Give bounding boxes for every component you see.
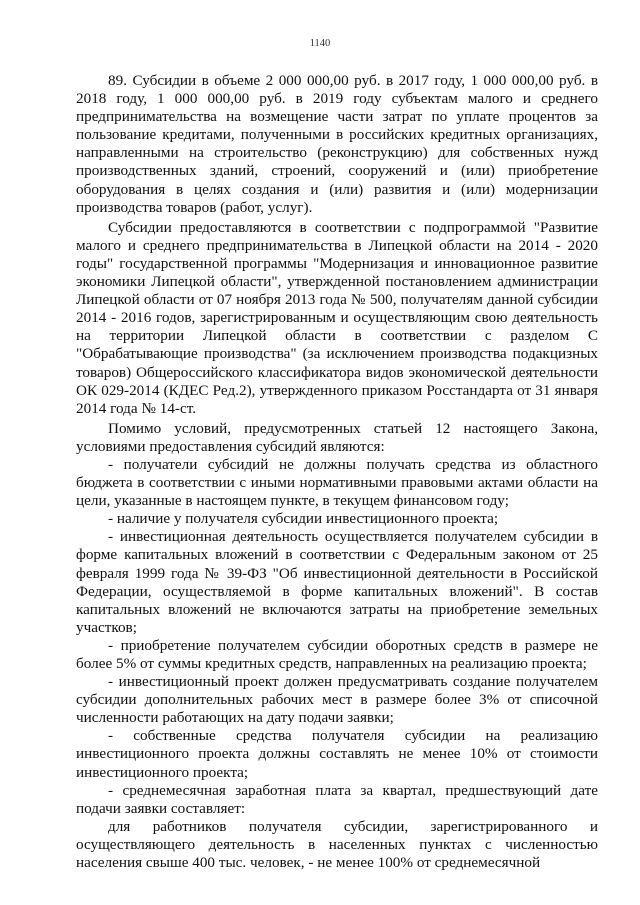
paragraph: 89. Субсидии в объеме 2 000 000,00 руб. в 2017 году, 1 000 000,00 руб. в 2018 году, 1 000 000,00 руб. в 2019 году субъектам малого и среднего предпринимательства на возмещение части затрат по уплате процентов за пользование кредитами, полученными в российских кредитных организациях, направленными на строительство (реконструкцию) для собственных нужд производственных зданий, строений, сооружений и (или) приобретение оборудования в целях создания и (или) развития и (или) модернизации производства товаров (работ, услуг).: [76, 72, 598, 216]
list-item: - собственные средства получателя субсидии на реализацию инвестиционного проекта должны составлять не менее 10% от стоимости инвестиционного проекта;: [76, 727, 598, 781]
list-item: - среднемесячная заработная плата за квартал, предшествующий дате подачи заявки составляет:: [76, 781, 598, 817]
list-item: - инвестиционный проект должен предусматривать создание получателем субсидии дополнительных рабочих мест в размере более 3% от списочной численности работающих на дату подачи заявки;: [76, 673, 598, 727]
paragraph: Субсидии предоставляются в соответствии с подпрограммой "Развитие малого и среднего предпринимательства в Липецкой области на 2014 - 2020 годы" государственной программы "Модернизация и инновационное развитие экономики Липецкой области", утвержденной постановлением администрации Липецкой области от 07 ноября 2013 года № 500, получателям данной субсидии 2014 - 2016 годов, зарегистрированным и осуществляющим свою деятельность на территории Липецкой области в соответствии с разделом С "Обрабатывающие производства" (за исключением производства подакцизных товаров) Общероссийского классификатора видов экономической деятельности ОК 029-2014 (КДЕС Ред.2), утвержденного приказом Росстандарта от 31 января 2014 года № 14-ст.: [76, 218, 598, 417]
paragraph: для работников получателя субсидии, зарегистрированного и осуществляющего деятельность в населенных пунктах с численностью населения свыше 400 тыс. человек, - не менее 100% от среднемесячной: [76, 817, 598, 872]
list-item: - наличие у получателя субсидии инвестиционного проекта;: [108, 510, 499, 528]
list-item: - инвестиционная деятельность осуществляется получателем субсидии в форме капитальных вложений в соответствии с Федеральным законом от 25 февраля 1999 года № 39-ФЗ "Об инвестиционной деятельности в Российской Федерации, осуществляемой в форме капитальных вложений". В состав капитальных вложений не включаются затраты на приобретение земельных участков;: [76, 528, 598, 636]
document-body: [76, 72, 598, 872]
list-item: - приобретение получателем субсидии оборотных средств в размере не более 5% от суммы кредитных средств, направленных на реализацию проекта;: [76, 636, 598, 672]
paragraph: Помимо условий, предусмотренных статьей 12 настоящего Закона, условиями предоставления субсидий являются:: [76, 419, 598, 455]
list-item: - получатели субсидий не должны получать средства из областного бюджета в соответствии с иными нормативными правовыми актами области на цели, указанные в настоящем пункте, в текущем финансовом году;: [76, 455, 598, 510]
page-number: 1140: [309, 38, 331, 49]
